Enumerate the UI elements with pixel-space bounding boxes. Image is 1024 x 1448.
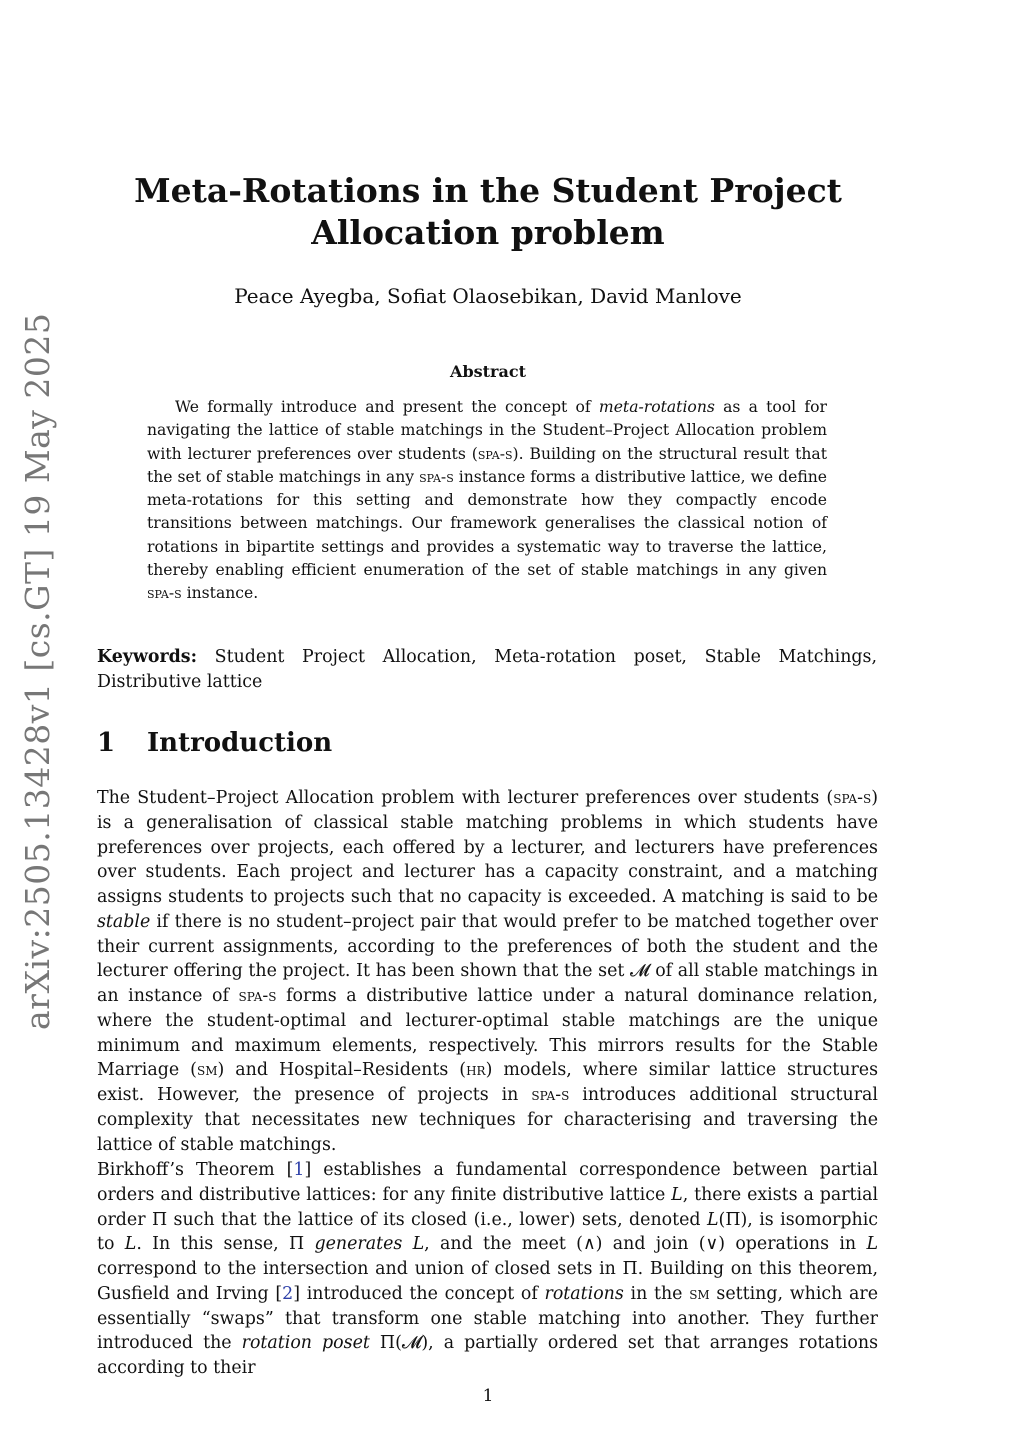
abstract-heading: Abstract xyxy=(450,362,526,381)
section-number: 1 xyxy=(97,728,116,758)
citation-link-2[interactable]: 2 xyxy=(282,1283,294,1304)
page-number: 1 xyxy=(482,1386,494,1406)
abstract-text: We formally introduce and present the concept of meta-rotations as a tool for navigating the lattice of stable matchings in the Student–Project Allocation problem with lecturer preferences over students (spa-s). Building on the structural result that the set of stable matchings in any spa-s instance forms a distributive lattice, we define meta-rotations for this setting and demonstrate how they compactly encode transitions between matchings. Our framework generalises the classical notion of rotations in bipartite settings and provides a systematic way to traverse the lattice, thereby enabling efficient enumeration of the set of stable matchings in any given spa-s instance. xyxy=(147,398,827,603)
paper-title: Meta-Rotations in the Student Project Allocation problem xyxy=(134,171,842,252)
keywords-text: Student Project Allocation, Meta-rotation poset, Stable Matchings, Distributive lattice xyxy=(97,647,877,692)
intro-paragraph-1: The Student–Project Allocation problem with lecturer preferences over students (spa-s) is a generalisation of classical stable matching problems in which students have preferences over projects, each offered by a lecturer, and lecturers have preferences over students. Each project and lecturer has a capacity constraint, and a matching assigns students to projects such that no capacity is exceeded. A matching is said to be stable if there is no student–project pair that would prefer to be matched together over their current assignments, according to the preferences of both the student and the lecturer offering the project. It has been shown that the set 𝓜 of all stable matchings in an instance of spa-s forms a distributive lattice under a natural dominance relation, where the student-optimal and lecturer-optimal stable matchings are the unique minimum and maximum elements, respectively. This mirrors results for the Stable Marriage (sm) and Hospital–Residents (hr) models, where similar lattice structures exist. However, the presence of projects in spa-s introduces additional structural complexity that necessitates new techniques for characterising and traversing the lattice of stable matchings. xyxy=(97,788,879,1155)
keywords xyxy=(97,645,877,694)
section-title: Introduction xyxy=(147,728,333,758)
section-heading-introduction xyxy=(97,728,332,758)
author-list: Peace Ayegba, Sofiat Olaosebikan, David Manlove xyxy=(234,284,742,308)
arxiv-identifier: arXiv:2505.13428v1 [cs.GT] 19 May 2025 xyxy=(18,312,57,1030)
intro-paragraph-2: Birkhoff’s Theorem [1] establishes a fundamental correspondence between partial orders and distributive lattices: for any finite distributive lattice L, there exists a partial order Π such that the lattice of its closed (i.e., lower) sets, denoted L(Π), is isomorphic to L. In this sense, Π generates L, and the meet (∧) and join (∨) operations in L correspond to the intersection and union of closed sets in Π. Building on this theorem, Gusfield and Irving [2] introduced the concept of rotations in the sm setting, which are essentially “swaps” that transform one stable matching into another. They further introduced the rotation poset Π(𝓜), a partially ordered set that arranges rotations according to their xyxy=(97,1160,879,1378)
keywords-label: Keywords: xyxy=(97,647,198,667)
citation-link-1[interactable]: 1 xyxy=(293,1160,305,1180)
